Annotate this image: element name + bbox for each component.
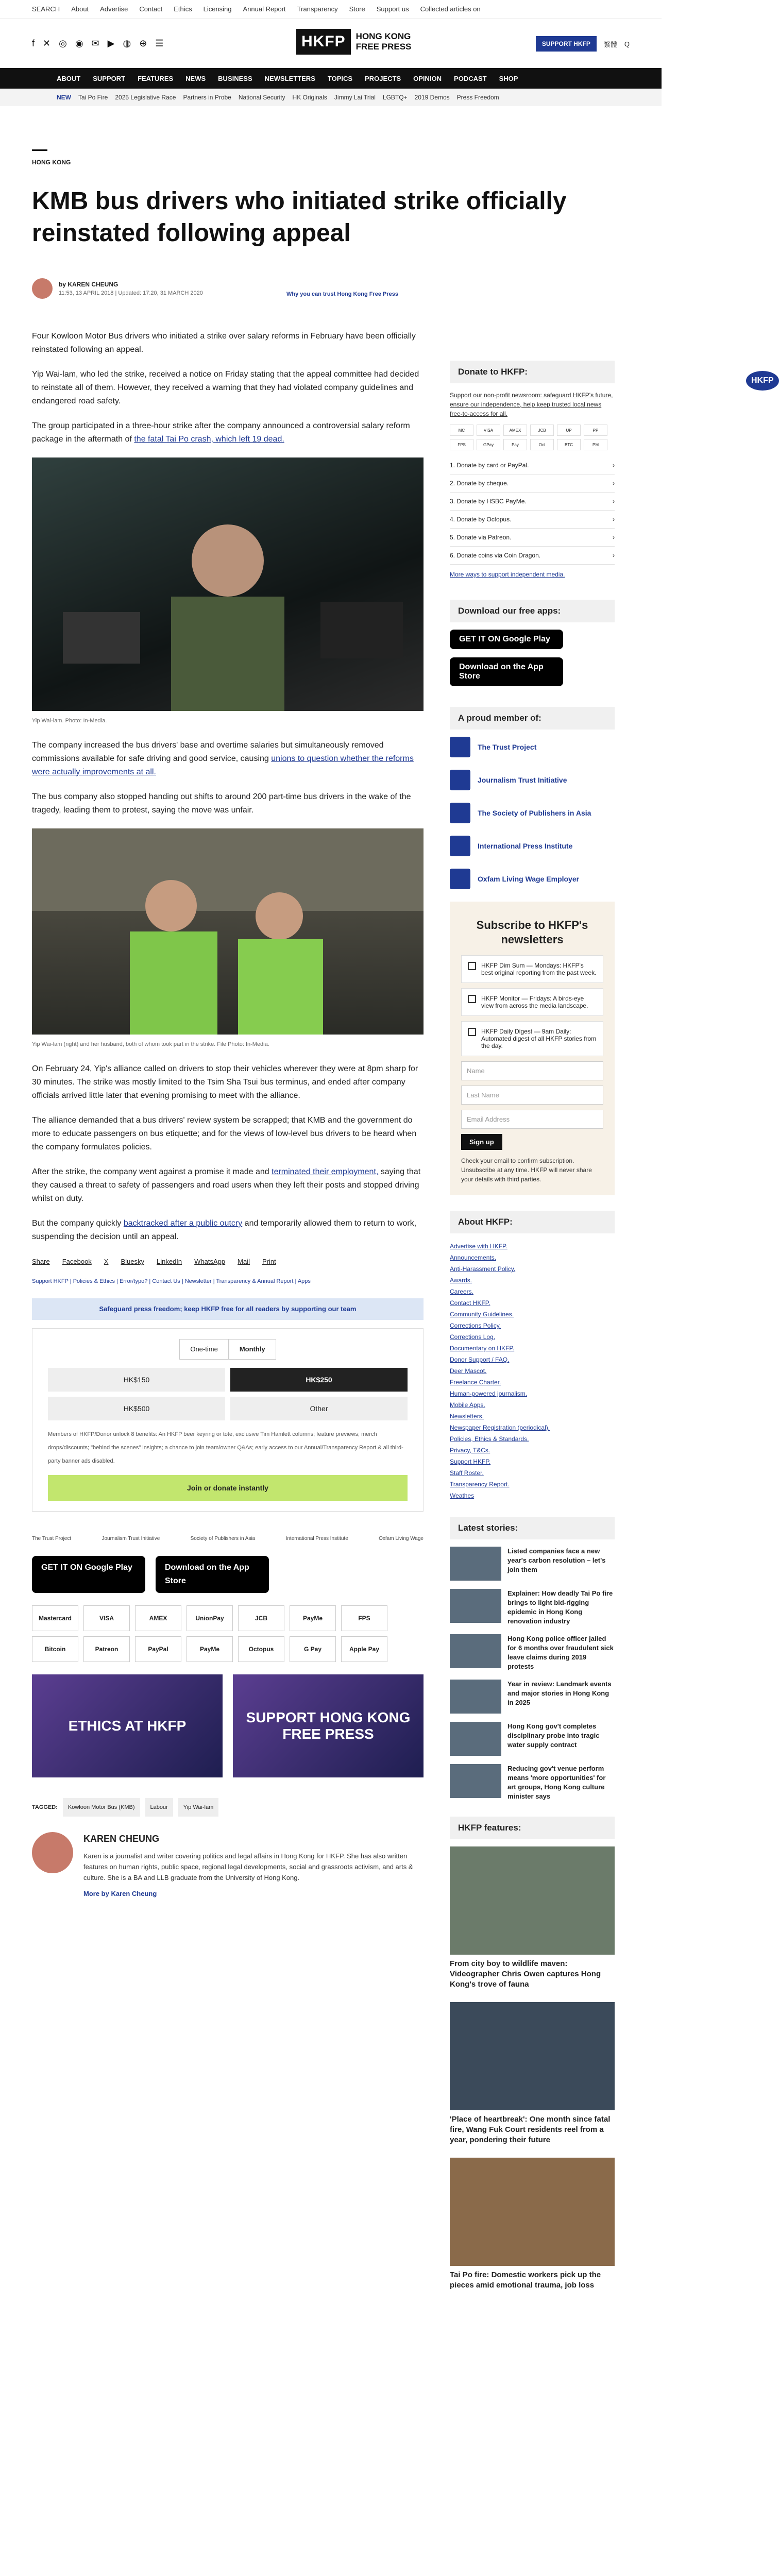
org-name: International Press Institute xyxy=(478,842,573,850)
chevron-right-icon: › xyxy=(613,498,615,505)
updated-date: Updated: 17:20, 31 MARCH 2020 xyxy=(118,290,203,296)
member-org[interactable] xyxy=(450,803,615,823)
chevron-right-icon: › xyxy=(613,480,615,487)
search-icon[interactable]: Q xyxy=(624,40,630,48)
logo-line-2: FREE PRESS xyxy=(355,42,412,52)
story-thumbnail xyxy=(450,1634,501,1668)
paragraph: The alliance demanded that a bus drivers' review system be scrapped; that KMB and the government do more to educate passengers on bus etiquette; and for the views of low-level bus drivers to be heard when the company formulates policies. xyxy=(32,1116,417,1151)
story-thumbnail xyxy=(450,1722,501,1756)
subnav-item[interactable]: LGBTQ+ xyxy=(382,94,408,101)
nav-about[interactable]: ABOUT xyxy=(57,74,81,82)
sidebar xyxy=(450,361,774,2303)
support-hkfp-button[interactable]: SUPPORT HKFP xyxy=(536,36,597,52)
youtube-icon[interactable]: ▶ xyxy=(107,38,115,48)
partner-logo[interactable]: International Press Institute xyxy=(285,1536,348,1541)
amount-option[interactable]: HK$150 xyxy=(48,1368,225,1392)
about-link[interactable]: Staff Roster. xyxy=(450,1469,484,1477)
payment-logo[interactable]: VISA xyxy=(83,1605,130,1631)
about-link[interactable]: Newspaper Registration (periodical). xyxy=(450,1424,550,1431)
latest-story[interactable] xyxy=(450,1589,615,1626)
article-body xyxy=(32,330,424,1901)
subnav-item[interactable]: 2025 Legislative Race xyxy=(115,94,176,101)
donate-option-label: 3. Donate by HSBC PayMe. xyxy=(450,498,527,505)
story-thumbnail xyxy=(450,1589,501,1623)
newsletter-label: HKFP Monitor — Fridays: A birds-eye view from across the media landscape. xyxy=(481,995,588,1009)
last-name-field[interactable]: Last Name xyxy=(461,1086,603,1105)
payment-logo[interactable]: Mastercard xyxy=(32,1605,78,1631)
mastodon-icon[interactable]: ⊕ xyxy=(139,38,147,48)
paragraph-text: The company increased the bus drivers' base and overtime salaries but simultaneously removed commissions available for safe driving and good service, causing xyxy=(32,741,384,763)
member-org[interactable] xyxy=(450,869,615,889)
frequency-toggle xyxy=(48,1339,408,1360)
features-heading: HKFP features: xyxy=(450,1817,615,1839)
story-thumbnail xyxy=(450,1547,501,1581)
payment-logo[interactable]: G Pay xyxy=(290,1636,336,1662)
chevron-right-icon: › xyxy=(613,516,615,523)
google-play-button[interactable]: GET IT ON Google Play xyxy=(32,1556,145,1593)
name-field[interactable]: Name xyxy=(461,1061,603,1080)
email-field[interactable]: Email Address xyxy=(461,1110,603,1129)
org-logo xyxy=(450,869,470,889)
photo-illustration xyxy=(32,457,424,711)
share-linkedin[interactable]: LinkedIn xyxy=(157,1258,182,1265)
newsletter-logo: HKFP xyxy=(746,371,779,391)
facebook-icon[interactable]: f xyxy=(32,38,35,48)
partner-logo[interactable]: Society of Publishers in Asia xyxy=(190,1536,256,1541)
subnav-item[interactable]: Partners in Probe xyxy=(183,94,231,101)
share-bar xyxy=(32,1255,424,1268)
payment-logo[interactable]: Octopus xyxy=(238,1636,284,1662)
article-title: KMB bus drivers who initiated strike officially reinstated following appeal xyxy=(32,188,567,247)
feature-story[interactable] xyxy=(450,1846,615,1990)
signup-button[interactable]: Sign up xyxy=(461,1134,502,1150)
donate-option[interactable] xyxy=(450,493,615,511)
proud-member-heading: A proud member of: xyxy=(450,707,615,730)
story-title[interactable]: Hong Kong gov't completes disciplinary probe into tragic water supply contract xyxy=(507,1722,600,1749)
paragraph xyxy=(32,1217,424,1244)
join-donate-button[interactable]: Join or donate instantly xyxy=(48,1475,408,1501)
story-title[interactable]: Listed companies face a new year's carbon resolution – let's join them xyxy=(507,1547,606,1573)
x-icon[interactable]: ✕ xyxy=(43,38,51,48)
logo-box: HKFP xyxy=(296,29,351,55)
feature-title[interactable]: Tai Po fire: Domestic workers pick up the pieces amid emotional trauma, job loss xyxy=(450,2270,601,2290)
freq-one-time[interactable]: One-time xyxy=(179,1339,228,1360)
logo-text xyxy=(356,31,412,52)
org-name: Journalism Trust Initiative xyxy=(478,776,567,784)
topbar-support[interactable]: Support us xyxy=(376,5,409,13)
donate-option[interactable] xyxy=(450,474,615,493)
topbar-advertise[interactable]: Advertise xyxy=(100,5,128,13)
amount-option[interactable]: HK$500 xyxy=(48,1397,225,1420)
share-bluesky[interactable]: Bluesky xyxy=(121,1258,144,1265)
category-kicker[interactable]: HONG KONG xyxy=(32,159,71,166)
author-photo[interactable] xyxy=(32,1832,73,1873)
payment-logo[interactable]: AMEX xyxy=(503,425,527,436)
member-benefits: Members of HKFP/Donor unlock 8 benefits: An HKFP beer keyring or tote, exclusive Tim Hamlett columns; feature previews; merch drops/discounts; "behind the scenes" insights; a chance to join team/owner Q&As; early access to our Annual/Transparency Report & all third-party banner ads disabled. xyxy=(48,1431,403,1464)
payment-logo[interactable]: JCB xyxy=(238,1605,284,1631)
nav-podcast[interactable]: PODCAST xyxy=(454,74,487,82)
payment-logo[interactable]: VISA xyxy=(477,425,500,436)
payment-logo[interactable]: Patreon xyxy=(83,1636,130,1662)
chevron-right-icon: › xyxy=(613,534,615,541)
about-link[interactable]: Freelance Charter. xyxy=(450,1379,501,1386)
backtracked-link[interactable]: backtracked after a public outcry xyxy=(123,1219,243,1228)
payment-logo[interactable]: FPS xyxy=(450,439,473,450)
mail-icon[interactable]: ✉ xyxy=(91,38,99,48)
share-print[interactable]: Print xyxy=(262,1258,276,1265)
share-mail[interactable]: Mail xyxy=(238,1258,250,1265)
about-link[interactable]: Awards. xyxy=(450,1277,472,1284)
kicker-rule xyxy=(32,149,47,151)
latest-story[interactable] xyxy=(450,1680,615,1714)
topbar-store[interactable]: Store xyxy=(349,5,365,13)
about-link[interactable]: Newsletters. xyxy=(450,1413,484,1420)
payment-logo[interactable]: PayPal xyxy=(135,1636,181,1662)
ethics-banner[interactable]: ETHICS AT HKFP xyxy=(32,1674,223,1777)
topbar-ethics[interactable]: Ethics xyxy=(174,5,192,13)
payment-logo[interactable]: PayMe xyxy=(187,1636,233,1662)
paragraph: On February 24, Yip's alliance called on drivers to stop their vehicles wherever they were at 8pm sharp for 30 minutes. The strike was mostly limited to the Tsim Sha Tsui bus terminus, and ended after company officials arrived little later that evening promising to meet with the alliance. xyxy=(32,1064,418,1100)
newsletter-label: HKFP Daily Digest — 9am Daily: Automated digest of all HKFP stories from the day. xyxy=(481,1028,597,1049)
about-link[interactable]: Corrections Policy. xyxy=(450,1322,501,1329)
payment-logo[interactable]: GPay xyxy=(477,439,500,450)
story-title[interactable]: Hong Kong police officer jailed for 6 months over fraudulent sick leave claims during 2019 protests xyxy=(507,1635,614,1670)
nav-shop[interactable]: SHOP xyxy=(499,74,518,82)
org-name: The Trust Project xyxy=(478,743,537,751)
byline: by KAREN CHEUNG 11:53, 13 APRIL 2018 | Updated: 17:20, 31 MARCH 2020 xyxy=(32,278,203,299)
payment-logo[interactable]: Bitcoin xyxy=(32,1636,78,1662)
donate-option-label: 1. Donate by card or PayPal. xyxy=(450,462,529,469)
about-link[interactable]: Privacy, T&Cs. xyxy=(450,1447,490,1454)
tag-item[interactable]: Kowloon Motor Bus (KMB) xyxy=(63,1798,140,1817)
paragraph-text: and temporarily allowed them to return to work, suspending the decision until an appeal. xyxy=(32,1219,417,1241)
nav-features[interactable]: FEATURES xyxy=(138,74,174,82)
social-links xyxy=(32,38,163,49)
donate-option-label: 4. Donate by Octopus. xyxy=(450,516,512,523)
author-box xyxy=(32,1832,424,1901)
terminated-link[interactable]: terminated their employment, xyxy=(272,1167,379,1176)
partner-logo[interactable]: Journalism Trust Initiative xyxy=(101,1536,160,1541)
paragraph-text: But the company quickly xyxy=(32,1219,124,1228)
about-link[interactable]: Advertise with HKFP. xyxy=(450,1243,507,1250)
topbar-contact[interactable]: Contact xyxy=(139,5,163,13)
about-link[interactable]: Careers. xyxy=(450,1288,474,1295)
tai-po-crash-link[interactable]: the fatal Tai Po crash, which left 19 dead. xyxy=(134,435,284,444)
nav-topics[interactable]: TOPICS xyxy=(327,74,353,82)
newsletter-title: Subscribe to HKFP's newsletters xyxy=(476,919,588,946)
promo-banners xyxy=(32,1674,424,1777)
safeguard-banner[interactable]: Safeguard press freedom; keep HKFP free for all readers by supporting our team xyxy=(32,1298,424,1320)
new-badge: NEW xyxy=(57,94,71,101)
org-logo xyxy=(450,737,470,757)
app-store-button[interactable]: Download on the App Store xyxy=(156,1556,269,1593)
unions-question-link[interactable]: unions to question whether the reforms were actually improvements at all. xyxy=(32,754,414,776)
payment-logo[interactable]: UnionPay xyxy=(187,1605,233,1631)
about-links xyxy=(450,1241,615,1501)
donate-option-label: 5. Donate via Patreon. xyxy=(450,534,512,541)
nav-projects[interactable]: PROJECTS xyxy=(365,74,401,82)
donate-option-label: 2. Donate by cheque. xyxy=(450,480,509,487)
sidebar-app-store[interactable]: Download on the App Store xyxy=(450,657,563,686)
topbar-annual-report[interactable]: Annual Report xyxy=(243,5,286,13)
org-name: The Society of Publishers in Asia xyxy=(478,809,591,817)
paragraph-text: The group participated in a three-hour strike after the company announced a controversial salary reform package in the aftermath of xyxy=(32,421,410,444)
bluesky-icon[interactable]: ◍ xyxy=(123,38,131,48)
member-org[interactable] xyxy=(450,737,615,757)
subnav-item[interactable]: Jimmy Lai Trial xyxy=(334,94,376,101)
org-logo xyxy=(450,836,470,856)
org-logo xyxy=(450,770,470,790)
about-link[interactable]: Donor Support / FAQ. xyxy=(450,1356,510,1363)
sub-nav xyxy=(0,89,662,106)
about-link[interactable]: Announcements. xyxy=(450,1254,497,1261)
feature-title[interactable]: 'Place of heartbreak': One month since fatal fire, Wang Fuk Court residents reel from a year, pondering their future xyxy=(450,2115,611,2144)
paragraph: The bus company also stopped handing out shifts to around 200 part-time bus drivers in the wake of the tragedy, leading them to protest, saying the move was unfair. xyxy=(32,792,411,815)
nav-opinion[interactable]: OPINION xyxy=(413,74,442,82)
member-org[interactable] xyxy=(450,836,615,856)
subnav-item[interactable]: Press Freedom xyxy=(456,94,499,101)
checkbox[interactable] xyxy=(468,1028,476,1036)
feature-story[interactable] xyxy=(450,2158,615,2291)
donate-option[interactable] xyxy=(450,511,615,529)
app-store-buttons xyxy=(32,1556,424,1593)
donation-box xyxy=(32,1328,424,1512)
author-name[interactable]: by KAREN CHEUNG xyxy=(59,281,118,288)
checkbox[interactable] xyxy=(468,962,476,970)
apps-heading: Download our free apps: xyxy=(450,600,615,622)
article-footer-links[interactable]: Support HKFP | Policies & Ethics | Error/typo? | Contact Us | Newsletter | Transparency & Annual Report | Apps xyxy=(32,1278,311,1284)
main-nav xyxy=(0,68,662,89)
sidebar-payment-logos xyxy=(450,425,615,450)
newsletter-option[interactable] xyxy=(461,988,603,1016)
member-org[interactable] xyxy=(450,770,615,790)
latest-heading: Latest stories: xyxy=(450,1517,615,1539)
feature-title[interactable]: From city boy to wildlife maven: Videographer Chris Owen captures Hong Kong's trove of fauna xyxy=(450,1959,601,1989)
topbar-collected[interactable]: Collected articles on xyxy=(420,5,481,13)
latest-story[interactable] xyxy=(450,1764,615,1801)
partner-logo[interactable]: The Trust Project xyxy=(32,1536,72,1541)
nav-news[interactable]: NEWS xyxy=(185,74,206,82)
tag-item[interactable]: Labour xyxy=(145,1798,173,1817)
payment-logo[interactable]: PM xyxy=(584,439,607,450)
donate-option[interactable] xyxy=(450,456,615,474)
story-title[interactable]: Explainer: How deadly Tai Po fire brings to light bid-rigging epidemic in Hong Kong renovation industry xyxy=(507,1589,613,1625)
nav-support[interactable]: SUPPORT xyxy=(93,74,126,82)
newsletter-label: HKFP Dim Sum — Mondays: HKFP's best original reporting from the past week. xyxy=(481,962,597,976)
story-title[interactable]: Reducing gov't venue perform means 'more opportunities' for art groups, Hong Kong culture minister says xyxy=(507,1765,606,1800)
share-whatsapp[interactable]: WhatsApp xyxy=(194,1258,226,1265)
amount-option-selected[interactable]: HK$250 xyxy=(230,1368,408,1392)
about-link[interactable]: Documentary on HKFP. xyxy=(450,1345,515,1352)
logo-line-1: HONG KONG xyxy=(355,31,411,41)
instagram-icon[interactable]: ◎ xyxy=(59,38,67,48)
payment-logo[interactable]: AMEX xyxy=(135,1605,181,1631)
about-link[interactable]: Contact HKFP. xyxy=(450,1299,490,1307)
payment-logo[interactable]: PayMe xyxy=(290,1605,336,1631)
amount-option[interactable]: Other xyxy=(230,1397,408,1420)
story-thumbnail xyxy=(450,1764,501,1798)
nav-business[interactable]: BUSINESS xyxy=(218,74,252,82)
amount-grid xyxy=(48,1368,408,1420)
latest-story[interactable] xyxy=(450,1547,615,1581)
site-header xyxy=(0,19,662,68)
paragraph xyxy=(32,419,424,446)
subnav-item[interactable]: HK Originals xyxy=(292,94,327,101)
donate-option[interactable] xyxy=(450,529,615,547)
about-link[interactable]: Human-powered journalism. xyxy=(450,1390,528,1397)
chevron-right-icon: › xyxy=(613,552,615,559)
partner-logos xyxy=(32,1532,424,1546)
donate-options xyxy=(450,456,615,565)
sidebar-google-play[interactable]: GET IT ON Google Play xyxy=(450,630,563,649)
share-label: Share xyxy=(32,1258,50,1265)
share-facebook[interactable]: Facebook xyxy=(62,1258,92,1265)
feature-image xyxy=(450,1846,615,1955)
newsletter-option[interactable] xyxy=(461,1021,603,1056)
site-logo[interactable] xyxy=(296,29,411,55)
donate-option-label: 6. Donate coins via Coin Dragon. xyxy=(450,552,541,559)
payment-logo[interactable]: JCB xyxy=(530,425,554,436)
org-logo xyxy=(450,803,470,823)
author-avatar[interactable] xyxy=(32,278,53,299)
nav-newsletters[interactable]: NEWSLETTERS xyxy=(264,74,315,82)
feature-image xyxy=(450,2158,615,2266)
paragraph: Four Kowloon Motor Bus drivers who initiated a strike over salary reforms in February have been officially reinstated following an appeal. xyxy=(32,332,416,354)
threads-icon[interactable]: ◉ xyxy=(75,38,83,48)
payment-logo[interactable]: UP xyxy=(557,425,581,436)
checkbox[interactable] xyxy=(468,995,476,1003)
share-x[interactable]: X xyxy=(104,1258,109,1265)
payment-logo[interactable]: Oct xyxy=(530,439,554,450)
photo-illustration xyxy=(32,828,424,1035)
subnav-item[interactable]: National Security xyxy=(238,94,285,101)
photo-caption: Yip Wai-lam. Photo: In-Media. xyxy=(32,718,107,724)
payment-logo[interactable]: Pay xyxy=(503,439,527,450)
about-link[interactable]: Weathes xyxy=(450,1492,475,1499)
about-link[interactable]: Mobile Apps. xyxy=(450,1401,485,1409)
header-actions xyxy=(536,36,630,52)
tag-item[interactable]: Yip Wai-lam xyxy=(178,1798,218,1817)
about-link[interactable]: Transparency Report. xyxy=(450,1481,510,1488)
donate-option[interactable] xyxy=(450,547,615,565)
photo-yip-and-husband xyxy=(32,828,424,1035)
about-link[interactable]: Community Guidelines. xyxy=(450,1311,514,1318)
newsletter-note: Check your email to confirm subscription. Unsubscribe at any time. HKFP will never share your details with third parties. xyxy=(461,1157,592,1183)
author-bio: Karen is a journalist and writer covering politics and legal affairs in Hong Kong for HKFP. She has also written features on human rights, public space, regional legal developments, social and grassroots activism, and arts & culture. She is a BA and LLB graduate from the University of Hong Kong. xyxy=(83,1852,413,1882)
partner-logo[interactable]: Oxfam Living Wage xyxy=(379,1536,424,1541)
about-link[interactable]: Deer Mascot. xyxy=(450,1367,487,1375)
about-link[interactable]: Corrections Log. xyxy=(450,1333,496,1341)
publish-date: 11:53, 13 APRIL 2018 xyxy=(59,290,114,296)
paragraph: Yip Wai-lam, who led the strike, received a notice on Friday stating that the appeal committee had decided to reinstate all of them. However, they received a warning that they had violated company guidelines and endangered road safety. xyxy=(32,370,419,405)
payment-logo[interactable]: FPS xyxy=(341,1605,387,1631)
topbar-about[interactable]: About xyxy=(71,5,89,13)
feature-image xyxy=(450,2002,615,2110)
story-title[interactable]: Year in review: Landmark events and major stories in Hong Kong in 2025 xyxy=(507,1680,612,1706)
photo-yip-wai-lam xyxy=(32,457,424,711)
subnav-item[interactable]: 2019 Demos xyxy=(414,94,450,101)
freq-monthly[interactable]: Monthly xyxy=(229,1339,276,1360)
paragraph-text: After the strike, the company went against a promise it made and xyxy=(32,1167,272,1176)
tag-list xyxy=(32,1798,424,1817)
rss-icon[interactable]: ☰ xyxy=(155,38,164,48)
top-utility-bar xyxy=(0,0,662,19)
feature-story[interactable] xyxy=(450,2002,615,2145)
donate-heading: Donate to HKFP: xyxy=(450,361,615,383)
language-switch[interactable]: 繁體 xyxy=(603,40,617,48)
author-box-name[interactable]: KAREN CHEUNG xyxy=(83,1834,160,1844)
about-link[interactable]: Support HKFP. xyxy=(450,1458,491,1465)
donate-text[interactable]: Support our non-profit newsroom: safeguard HKFP's future, ensure our independence, help keep trusted local news free-to-access for all. xyxy=(450,392,613,417)
topbar-search[interactable]: SEARCH xyxy=(32,5,60,13)
about-link[interactable]: Anti-Harassment Policy. xyxy=(450,1265,516,1273)
payment-logo[interactable]: PP xyxy=(584,425,607,436)
latest-story[interactable] xyxy=(450,1634,615,1671)
more-by-author-link[interactable]: More by Karen Cheung xyxy=(83,1890,157,1897)
payment-logo[interactable]: MC xyxy=(450,425,473,436)
paragraph xyxy=(32,1165,424,1206)
photo-caption: Yip Wai-lam (right) and her husband, both of whom took part in the strike. File Photo: In-Media. xyxy=(32,1041,269,1047)
about-link[interactable]: Policies, Ethics & Standards. xyxy=(450,1435,529,1443)
topbar-transparency[interactable]: Transparency xyxy=(297,5,338,13)
payment-methods xyxy=(32,1605,424,1662)
why-trust-link[interactable]: Why you can trust Hong Kong Free Press xyxy=(286,291,398,297)
story-thumbnail xyxy=(450,1680,501,1714)
more-ways-link[interactable]: More ways to support independent media. xyxy=(450,571,565,578)
org-name: Oxfam Living Wage Employer xyxy=(478,875,580,883)
chevron-right-icon: › xyxy=(613,462,615,469)
paragraph xyxy=(32,739,424,779)
payment-logo[interactable]: Apple Pay xyxy=(341,1636,387,1662)
about-heading: About HKFP: xyxy=(450,1211,615,1233)
newsletter-option[interactable] xyxy=(461,955,603,983)
support-banner[interactable]: SUPPORT HONG KONG FREE PRESS xyxy=(233,1674,424,1777)
tagged-label: TAGGED: xyxy=(32,1804,58,1810)
payment-logo[interactable]: BTC xyxy=(557,439,581,450)
subnav-item[interactable]: Tai Po Fire xyxy=(78,94,108,101)
paragraph-text: saying that they caused a threat to safety of passengers and road users when they left their posts and stopped driving whilst on duty. xyxy=(32,1167,421,1203)
topbar-licensing[interactable]: Licensing xyxy=(203,5,232,13)
latest-story[interactable] xyxy=(450,1722,615,1756)
